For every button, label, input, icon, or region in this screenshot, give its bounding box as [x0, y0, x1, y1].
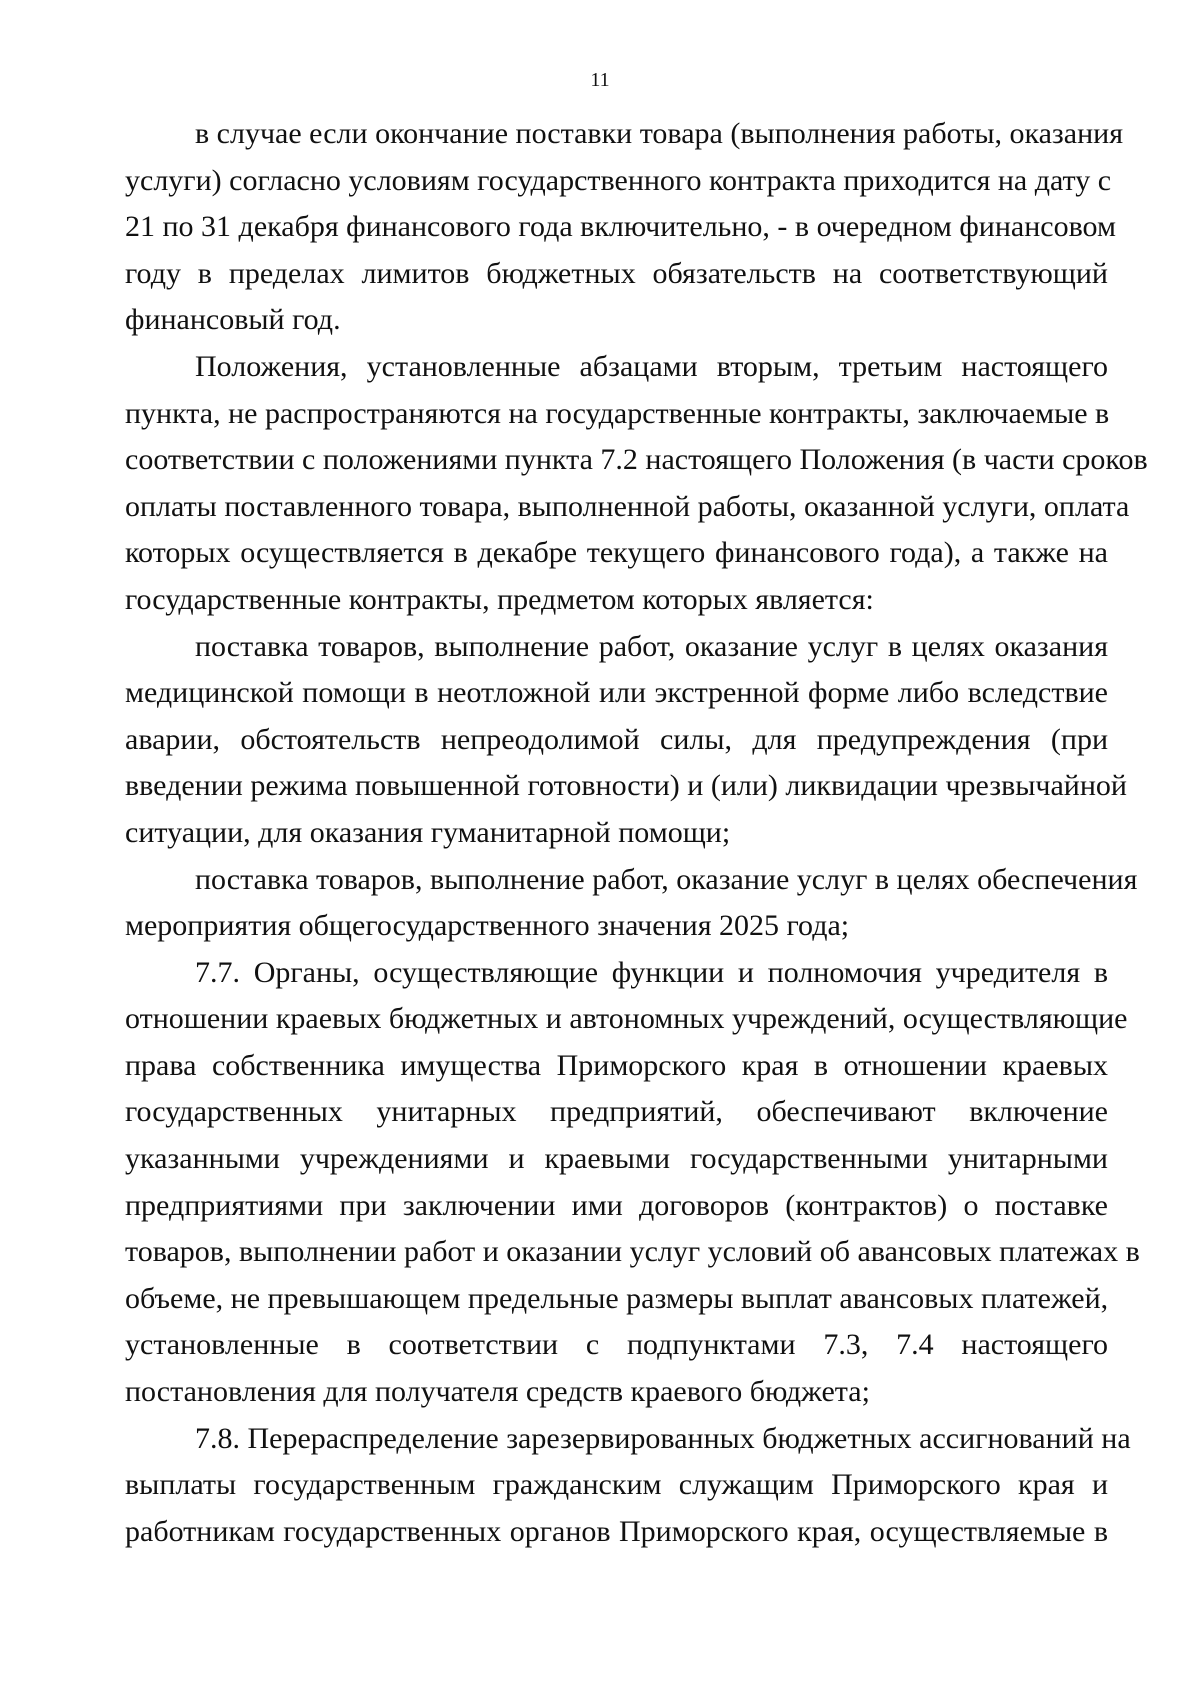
text-line: мероприятия общегосударственного значения 2025 года; [125, 909, 850, 943]
text-line: указанными учреждениями и краевыми государственными унитарными [125, 1142, 1108, 1176]
text-line: в случае если окончание поставки товара (выполнения работы, оказания [195, 117, 1124, 150]
text-line: постановления для получателя средств краевого бюджета; [125, 1375, 870, 1409]
text-line: аварии, обстоятельств непреодолимой силы, для предупреждения (при [125, 722, 1108, 756]
text-line: которых осуществляется в декабре текущего финансового года), а также на [125, 536, 1108, 570]
text-line: медицинской помощи в неотложной или экстренной форме либо вследствие [125, 676, 1108, 710]
text-line: финансовый год. [125, 303, 341, 337]
paragraph [125, 857, 1138, 950]
text-line: государственные контракты, предметом которых является: [125, 582, 874, 616]
text-line: году в пределах лимитов бюджетных обязательств на соответствующий [125, 256, 1108, 290]
page-number: 11 [590, 69, 610, 91]
text-line: пункта, не распространяются на государственные контракты, заключаемые в [125, 396, 1110, 430]
text-line: государственных унитарных предприятий, обеспечивают включение [125, 1095, 1108, 1129]
text-line: Положения, установленные абзацами вторым, третьим настоящего [195, 349, 1108, 383]
text-line: объеме, не превышающем предельные размеры выплат авансовых платежей, [125, 1281, 1109, 1315]
paragraph [125, 624, 1127, 857]
text-line: 7.7. Органы, осуществляющие функции и полномочия учредителя в [195, 955, 1108, 989]
text-line: оплаты поставленного товара, выполненной работы, оказанной услуги, оплата [125, 489, 1130, 523]
text-line: поставка товаров, выполнение работ, оказание услуг в целях оказания [195, 629, 1108, 663]
text-line: услуги) согласно условиям государственного контракта приходится на дату с [125, 163, 1112, 197]
text-line: предприятиями при заключении ими договоров (контрактов) о поставке [125, 1188, 1108, 1222]
paragraph [125, 111, 1124, 344]
text-line: 7.8. Перераспределение зарезервированных бюджетных ассигнований на [195, 1421, 1131, 1455]
text-line: ситуации, для оказания гуманитарной помощи; [125, 815, 731, 849]
text-line: отношении краевых бюджетных и автономных учреждений, осуществляющие [125, 1002, 1128, 1036]
text-line: права собственника имущества Приморского края в отношении краевых [125, 1048, 1108, 1082]
text-line: выплаты государственным гражданским служащим Приморского края и [125, 1468, 1108, 1502]
text-line: введении режима повышенной готовности) и (или) ликвидации чрезвычайной [125, 769, 1127, 803]
text-line: работникам государственных органов Приморского края, осуществляемые в [125, 1514, 1108, 1548]
paragraph [125, 1416, 1131, 1556]
document-body [125, 111, 1148, 1555]
paragraph [125, 344, 1148, 624]
text-line: товаров, выполнении работ и оказании услуг условий об авансовых платежах в [125, 1235, 1140, 1269]
text-line: соответствии с положениями пункта 7.2 настоящего Положения (в части сроков [125, 443, 1148, 477]
text-line: установленные в соответствии с подпунктами 7.3, 7.4 настоящего [125, 1328, 1108, 1362]
text-line: поставка товаров, выполнение работ, оказание услуг в целях обеспечения [195, 862, 1138, 896]
text-line: 21 по 31 декабря финансового года включительно, - в очередном финансовом [125, 210, 1116, 244]
paragraph [125, 950, 1140, 1416]
